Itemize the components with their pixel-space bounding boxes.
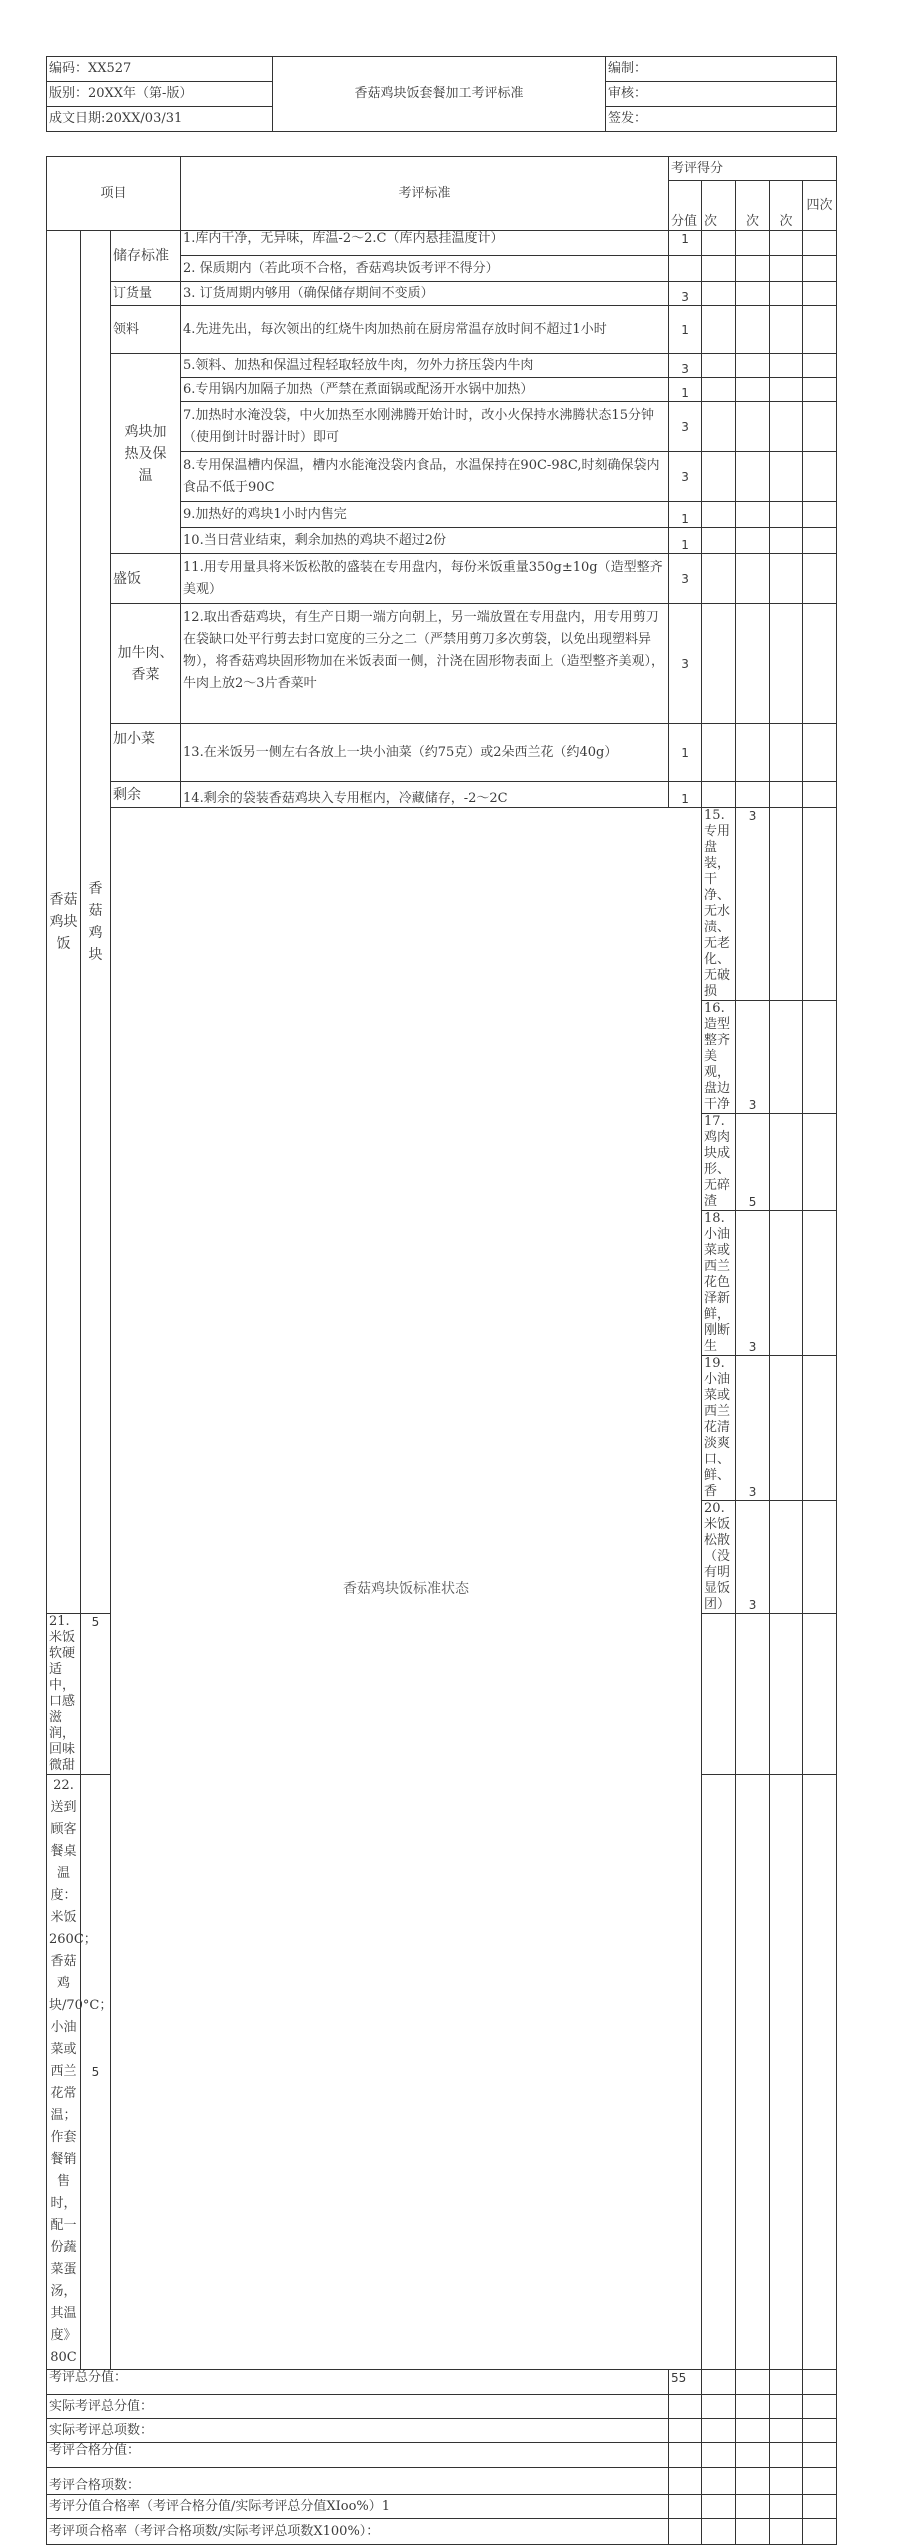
score-cell[interactable] [702, 2443, 736, 2468]
criterion-2: 2. 保质期内（若此项不合格，香菇鸡块饭考评不得分） [181, 256, 669, 282]
score-cell[interactable] [736, 378, 770, 402]
doc-code: 编码：XX527 [47, 57, 273, 82]
score-cell[interactable] [770, 231, 803, 256]
score-8: 3 [669, 452, 702, 502]
round-1-header: 次 [702, 181, 736, 231]
score-cell[interactable] [803, 2443, 837, 2468]
score-cell[interactable] [736, 452, 770, 502]
item-rate-label: 考评项合格率（考评合格项数/实际考评总项数X100%）： [47, 2519, 669, 2545]
criterion-6: 6.专用锅内加隔子加热（严禁在煮面锅或配汤开水锅中加热） [181, 378, 669, 402]
total-score-value: 55 [669, 2370, 702, 2395]
score-20: 3 [736, 1501, 770, 1614]
score-18: 3 [736, 1211, 770, 1356]
score-cell[interactable] [702, 502, 736, 528]
score-cell[interactable] [770, 2519, 803, 2545]
score-cell[interactable] [770, 528, 803, 554]
score-cell[interactable] [803, 1501, 837, 1614]
score-cell[interactable] [736, 2443, 770, 2468]
score-cell[interactable] [736, 604, 770, 724]
score-cell[interactable] [702, 231, 736, 256]
score-cell[interactable] [736, 782, 770, 808]
score-11: 3 [669, 554, 702, 604]
round-4-header: 四次 [803, 181, 837, 231]
score-cell[interactable] [702, 282, 736, 306]
score-cell[interactable] [803, 2519, 837, 2545]
score-cell[interactable] [803, 1211, 837, 1356]
score-19: 3 [736, 1356, 770, 1501]
group-standard-state: 香菇鸡块饭标准状态 [111, 808, 702, 2370]
score-cell[interactable] [770, 808, 803, 1001]
score-cell[interactable] [803, 1614, 837, 1775]
criterion-19: 19.小油菜或西兰花清淡爽口、鲜、香 [702, 1356, 736, 1501]
score-cell[interactable] [702, 528, 736, 554]
score-cell[interactable] [736, 554, 770, 604]
criterion-18: 18.小油菜或西兰花色泽新鲜，刚断生 [702, 1211, 736, 1356]
score-cell[interactable] [702, 1614, 736, 1775]
group-veg: 加小菜 [111, 724, 181, 782]
score-cell[interactable] [803, 604, 837, 724]
criterion-9: 9.加热好的鸡块1小时内售完 [181, 502, 669, 528]
score-cell[interactable] [702, 2370, 736, 2395]
criterion-1: 1.库内干净，无异味，库温-2～2.C（库内悬挂温度计） [181, 231, 669, 256]
score-cell[interactable] [702, 306, 736, 354]
signed-field: 签发： [606, 107, 837, 132]
column-item-header: 项目 [47, 157, 181, 231]
doc-version: 版别：20XX年（第-版） [47, 82, 273, 107]
score-cell[interactable] [803, 2495, 837, 2519]
score-cell[interactable] [803, 1775, 837, 2370]
criterion-17: 17.鸡肉块成形、无碎渣 [702, 1114, 736, 1211]
score-cell[interactable] [803, 354, 837, 378]
score-6: 1 [669, 378, 702, 402]
score-cell[interactable] [736, 282, 770, 306]
score-cell[interactable] [803, 1001, 837, 1114]
score-cell[interactable] [770, 2443, 803, 2468]
score-5: 3 [669, 354, 702, 378]
score-cell[interactable] [736, 306, 770, 354]
group-heating: 鸡块加热及保温 [111, 354, 181, 554]
score-cell[interactable] [770, 378, 803, 402]
score-cell[interactable] [803, 2468, 837, 2495]
criterion-11: 11.用专用量具将米饭松散的盛装在专用盘内，每份米饭重量350g±10g（造型整齐美观） [181, 554, 669, 604]
score-10: 1 [669, 528, 702, 554]
score-cell[interactable] [803, 554, 837, 604]
score-17: 5 [736, 1114, 770, 1211]
score-cell[interactable] [702, 256, 736, 282]
score-cell[interactable] [770, 2468, 803, 2495]
score-cell[interactable] [702, 782, 736, 808]
score-cell[interactable] [702, 354, 736, 378]
score-cell[interactable] [803, 724, 837, 782]
score-cell[interactable] [803, 1114, 837, 1211]
score-cell[interactable] [770, 724, 803, 782]
criterion-22: 22.送到顾客餐桌温度：米饭260C；香菇鸡块/70°C；小油菜或西兰花常温；作套餐销售时，配一份蔬菜蛋汤，其温度》80C [47, 1775, 81, 2370]
score-9: 1 [669, 502, 702, 528]
header-table [46, 56, 837, 132]
score-cell[interactable] [736, 256, 770, 282]
actual-items-label: 实际考评总项数： [47, 2419, 669, 2443]
score-cell[interactable] [803, 231, 837, 256]
score-cell[interactable] [736, 1775, 770, 2370]
score-cell[interactable] [702, 2495, 736, 2519]
score-22: 5 [81, 1775, 111, 2370]
score-cell[interactable] [736, 402, 770, 452]
score-cell[interactable] [803, 1356, 837, 1501]
criterion-8: 8.专用保温槽内保温，槽内水能淹没袋内食品，水温保持在90C-98C,时刻确保袋内食品不低于90C [181, 452, 669, 502]
score-cell[interactable] [736, 2419, 770, 2443]
criterion-20: 20.米饭松散（没有明显饭团） [702, 1501, 736, 1614]
score-cell[interactable] [669, 2443, 702, 2468]
column-standard-header: 考评标准 [181, 157, 669, 231]
round-2-header: 次 [736, 181, 770, 231]
score-cell[interactable] [736, 502, 770, 528]
evaluation-table [46, 156, 837, 2545]
score-cell[interactable] [736, 354, 770, 378]
score-cell[interactable] [736, 231, 770, 256]
total-score-label: 考评总分值： [47, 2370, 669, 2395]
group-storage: 储存标准 [111, 231, 181, 282]
score-cell[interactable] [770, 1775, 803, 2370]
score-cell[interactable] [770, 1501, 803, 1614]
round-3-header: 次 [770, 181, 803, 231]
reviewed-field: 审核： [606, 82, 837, 107]
score-cell[interactable] [702, 402, 736, 452]
score-cell[interactable] [770, 354, 803, 378]
score-cell[interactable] [770, 604, 803, 724]
score-cell[interactable] [803, 282, 837, 306]
criterion-14: 14.剩余的袋装香菇鸡块入专用框内，冷藏储存，-2～2C [181, 782, 669, 808]
score-cell[interactable] [770, 1114, 803, 1211]
score-cell[interactable] [770, 1001, 803, 1114]
score-cell[interactable] [770, 2495, 803, 2519]
doc-date: 成文日期:20XX/03/31 [47, 107, 273, 132]
group-left: 剩余 [111, 782, 181, 808]
score-cell[interactable] [702, 554, 736, 604]
score-cell[interactable] [803, 502, 837, 528]
group-pickup: 领料 [111, 306, 181, 354]
score-cell[interactable] [736, 2519, 770, 2545]
score-3: 3 [669, 282, 702, 306]
criterion-10: 10.当日营业结束，剩余加热的鸡块不超过2份 [181, 528, 669, 554]
score-cell[interactable] [702, 2395, 736, 2419]
score-cell[interactable] [736, 2495, 770, 2519]
score-cell[interactable] [803, 452, 837, 502]
score-cell[interactable] [770, 402, 803, 452]
score-cell[interactable] [736, 528, 770, 554]
group-main: 香菇鸡块饭 [47, 231, 81, 1614]
score-12: 3 [669, 604, 702, 724]
group-order: 订货量 [111, 282, 181, 306]
score-cell[interactable] [803, 528, 837, 554]
pass-items-label: 考评合格项数： [47, 2468, 669, 2495]
group-sub: 香菇鸡块 [81, 231, 111, 1614]
score-cell[interactable] [702, 1775, 736, 2370]
score-cell[interactable] [770, 2370, 803, 2395]
score-21: 5 [81, 1614, 111, 1775]
score-rate-label: 考评分值合格率（考评合格分值/实际考评总分值XIoo%）1 [47, 2495, 669, 2519]
score-cell[interactable] [669, 2395, 702, 2419]
score-cell[interactable] [770, 256, 803, 282]
score-16: 3 [736, 1001, 770, 1114]
criterion-4: 4.先进先出，每次领出的红烧牛肉加热前在厨房常温存放时间不超过1小时 [181, 306, 669, 354]
score-cell[interactable] [702, 2519, 736, 2545]
score-cell[interactable] [770, 782, 803, 808]
score-14: 1 [669, 782, 702, 808]
score-cell[interactable] [803, 2395, 837, 2419]
score-cell[interactable] [669, 2468, 702, 2495]
criterion-13: 13.在米饭另一侧左右各放上一块小油菜（约75克）或2朵西兰花（约40g） [181, 724, 669, 782]
score-cell[interactable] [736, 2468, 770, 2495]
pass-score-label: 考评合格分值： [47, 2443, 669, 2468]
score-cell[interactable] [702, 724, 736, 782]
score-cell[interactable] [803, 306, 837, 354]
score-cell[interactable] [736, 724, 770, 782]
score-2 [669, 256, 702, 282]
doc-title: 香菇鸡块饭套餐加工考评标准 [273, 57, 606, 132]
score-15: 3 [736, 808, 770, 1001]
score-1: 1 [669, 231, 702, 256]
score-cell[interactable] [669, 2495, 702, 2519]
score-cell[interactable] [770, 282, 803, 306]
score-cell[interactable] [770, 1211, 803, 1356]
score-cell[interactable] [736, 1614, 770, 1775]
score-cell[interactable] [803, 808, 837, 1001]
criterion-5: 5.领料、加热和保温过程轻取轻放牛肉，勿外力挤压袋内牛肉 [181, 354, 669, 378]
score-cell[interactable] [736, 2370, 770, 2395]
group-beef: 加牛肉、香菜 [111, 604, 181, 724]
score-cell[interactable] [736, 2395, 770, 2419]
criterion-12: 12.取出香菇鸡块，有生产日期一端方向朝上，另一端放置在专用盘内，用专用剪刀在袋缺口处平行剪去封口宽度的三分之二（严禁用剪刀多次剪袋，以免出现塑料异物），将香菇鸡块固形物加在米饭表面一侧，汁浇在固形物表面上（造型整齐美观），牛肉上放2～3片香菜叶 [181, 604, 669, 724]
score-cell[interactable] [770, 2395, 803, 2419]
group-rice: 盛饭 [111, 554, 181, 604]
score-7: 3 [669, 402, 702, 452]
score-cell[interactable] [669, 2519, 702, 2545]
criterion-3: 3. 订货周期内够用（确保储存期间不变质） [181, 282, 669, 306]
score-cell[interactable] [702, 2419, 736, 2443]
score-cell[interactable] [803, 402, 837, 452]
criterion-21: 21.米饭软硬适中，口感滋润，回味微甜 [47, 1614, 81, 1775]
score-cell[interactable] [803, 256, 837, 282]
score-cell[interactable] [669, 2419, 702, 2443]
criterion-16: 16.造型整齐美观，盘边干净 [702, 1001, 736, 1114]
score-cell[interactable] [770, 452, 803, 502]
criterion-15: 15.专用盘装，干净、无水渍、无老化、无破损 [702, 808, 736, 1001]
score-cell[interactable] [770, 1614, 803, 1775]
score-group-header: 考评得分 [669, 157, 837, 181]
score-cell[interactable] [702, 378, 736, 402]
score-cell[interactable] [803, 378, 837, 402]
score-cell[interactable] [702, 604, 736, 724]
score-cell[interactable] [702, 452, 736, 502]
score-cell[interactable] [770, 2419, 803, 2443]
score-cell[interactable] [803, 2370, 837, 2395]
score-cell[interactable] [770, 502, 803, 528]
score-cell[interactable] [770, 306, 803, 354]
score-cell[interactable] [702, 2468, 736, 2495]
score-cell[interactable] [803, 782, 837, 808]
actual-total-label: 实际考评总分值： [47, 2395, 669, 2419]
score-cell[interactable] [770, 1356, 803, 1501]
score-cell[interactable] [803, 2419, 837, 2443]
criterion-7: 7.加热时水淹没袋，中火加热至水刚沸腾开始计时，改小火保持水沸腾状态15分钟（使用倒计时器计时）即可 [181, 402, 669, 452]
score-cell[interactable] [770, 554, 803, 604]
score-13: 1 [669, 724, 702, 782]
score-value-header: 分值 [669, 181, 702, 231]
compiled-field: 编制： [606, 57, 837, 82]
score-4: 1 [669, 306, 702, 354]
